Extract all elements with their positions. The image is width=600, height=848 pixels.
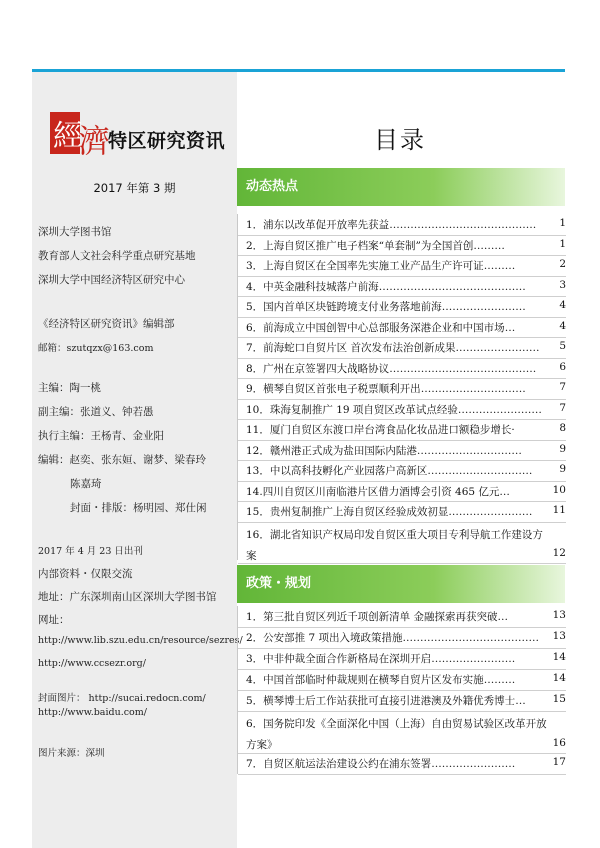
toc-entry[interactable] <box>246 756 566 771</box>
toc-divider <box>238 255 566 256</box>
toc-entry-leader: … <box>515 695 526 707</box>
org-line-3: 深圳大学中国经济特区研究中心 <box>38 274 185 286</box>
toc-entry-leader: …………………………………… <box>389 362 537 375</box>
cover-images-url-2[interactable]: http://www.baidu.com/ <box>38 707 147 718</box>
toc-entry-leader: ……… <box>473 239 505 252</box>
toc-entry-leader: ………………………………… <box>402 632 540 644</box>
toc-entry-page: 12 <box>552 546 566 559</box>
toc-divider <box>238 753 566 754</box>
toc-divider <box>238 399 566 400</box>
toc-entry[interactable] <box>246 381 566 396</box>
website-url-2[interactable]: http://www.ccsezr.org/ <box>38 658 146 669</box>
publish-date: 2017 年 4 月 23 日出刊 <box>38 546 143 557</box>
toc-divider <box>238 337 566 338</box>
toc-divider <box>238 648 566 649</box>
toc-entry-leader: ………………………… <box>416 444 522 457</box>
toc-entry-leader: …………………… <box>455 342 540 354</box>
toc-entry-leader: …………………… <box>431 758 516 770</box>
toc-entry-page: 9 <box>559 463 566 475</box>
toc-entry[interactable] <box>246 320 566 335</box>
toc-divider <box>238 481 566 482</box>
toc-entry-page: 8 <box>559 422 566 434</box>
toc-entry[interactable] <box>246 525 566 564</box>
toc-entry-page: 16 <box>552 737 566 749</box>
org-line-1: 深圳大学图书馆 <box>38 226 112 238</box>
chief-editor: 主编：陶一桃 <box>38 382 101 394</box>
toc-entry-title: 9．横琴自贸区首张电子税票顺利开出 <box>246 383 421 395</box>
toc-entry-title: 12．赣州港正式成为盐田国际内陆港 <box>246 444 417 457</box>
toc-divider <box>238 501 566 502</box>
toc-entry[interactable] <box>246 238 566 253</box>
toc-entry-page: 13 <box>552 630 566 642</box>
toc-divider <box>238 774 566 775</box>
toc-entry-page: 3 <box>559 278 566 291</box>
toc-entry-leader: ……… <box>483 260 516 272</box>
toc-entry-title: 7．前海蛇口自贸片区 首次发布法治创新成果 <box>246 342 456 354</box>
email-line: 邮箱：szutqzx@163.com <box>38 343 154 354</box>
toc-entry-title: 2．公安部推 7 项出入境政策措施 <box>246 632 403 644</box>
toc-entry-leader: · <box>511 424 515 436</box>
toc-entry-title: 14.四川自贸区川南临港片区借力酒博会引资 465 亿元 <box>246 485 500 498</box>
page-title: 目录 <box>374 126 426 154</box>
toc-entry-page: 13 <box>552 609 566 621</box>
toc-entry-page: 2 <box>559 258 566 270</box>
logo-text: 特区研究资讯 <box>108 130 226 152</box>
toc-entry-leader: ………………………… <box>427 465 533 477</box>
toc-divider <box>238 317 566 318</box>
toc-entry-title: 6．前海成立中国创智中心总部服务深港企业和中国市场 <box>246 321 505 334</box>
toc-entry-page: 7 <box>559 401 566 414</box>
svg-text:濟: 濟 <box>78 122 110 156</box>
toc-divider <box>238 627 566 628</box>
exec-editors: 执行主编：王杨青、金业阳 <box>38 430 164 442</box>
toc-entry-title: 4．中英金融科技城落户前海 <box>246 280 379 293</box>
toc-entry-title: 3．中非仲裁全面合作新格局在深圳开启 <box>246 653 432 665</box>
editorial-dept: 《经济特区研究资讯》编辑部 <box>38 318 175 330</box>
toc-entry[interactable] <box>246 402 566 417</box>
deputy-editors: 副主编：张道义、钟若愚 <box>38 406 154 418</box>
toc-entry-leader: …………………… <box>457 403 542 416</box>
journal-logo <box>50 110 236 158</box>
toc-divider <box>238 711 566 712</box>
toc-entry-title: 4．中国首部临时仲裁规则在横琴自贸片区发布实施 <box>246 674 484 686</box>
toc-entry-title: 13．中以高科技孵化产业园落户高新区 <box>246 465 428 477</box>
toc-entry[interactable] <box>246 361 566 376</box>
editors-line-1: 编辑：赵奕、张东姮、谢梦、梁春玲 <box>38 454 206 466</box>
toc-entry-leader: ………………………… <box>420 383 526 395</box>
cover-layout-credit: 封面・排版：杨明园、郑仕闲 <box>70 502 207 514</box>
toc-entry-title: 1．第三批自贸区列近千项创新清单 金融探索再获突破 <box>246 611 498 623</box>
toc-entry-page: 15 <box>552 693 566 705</box>
toc-entry-leader: … <box>499 485 510 498</box>
toc-entry-page: 4 <box>559 319 566 332</box>
svg-text:經: 經 <box>53 119 83 154</box>
toc-entry[interactable] <box>246 714 566 754</box>
issue-number: 2017 年第 3 期 <box>93 181 176 195</box>
toc-entry-page: 1 <box>559 237 566 250</box>
toc-entry[interactable] <box>246 693 566 708</box>
toc-entry[interactable] <box>246 299 566 314</box>
toc-entry-page: 17 <box>552 756 566 768</box>
toc-entry-page: 14 <box>552 672 566 684</box>
toc-divider <box>238 296 566 297</box>
toc-entry-title: 3．上海自贸区在全国率先实施工业产品生产许可证 <box>246 260 484 272</box>
toc-divider <box>238 460 566 461</box>
section-header-hot-topics: 动态热点 <box>237 168 565 206</box>
section-header-policy: 政策・规划 <box>237 565 565 603</box>
org-line-2: 教育部人文社会科学重点研究基地 <box>38 250 196 262</box>
toc-entry-leader: … <box>504 321 516 334</box>
toc-entry-title: 5．国内首单区块链跨境支付业务落地前海 <box>246 301 442 313</box>
toc-entry-page: 5 <box>559 340 566 352</box>
toc-divider <box>238 563 566 564</box>
toc-entry-leader: ……… <box>483 674 516 686</box>
logo-seal-icon <box>50 110 110 156</box>
toc-entry-title: 1．浦东以改革促开放率先获益 <box>246 219 390 231</box>
toc-entry[interactable] <box>246 340 566 355</box>
toc-entry[interactable] <box>246 463 566 478</box>
toc-list-policy <box>237 606 566 774</box>
toc-divider <box>238 669 566 670</box>
toc-entry[interactable] <box>246 484 566 499</box>
toc-entry-page: 7 <box>559 381 566 393</box>
cover-images-line: 封面图片： http://sucai.redocn.com/ <box>38 693 206 704</box>
toc-entry-title: 5．横琴博士后工作站获批可直接引进港澳及外籍优秀博士 <box>246 695 516 707</box>
toc-entry-title: 8．广州在京签署四大战略协议 <box>246 362 390 375</box>
website-url-1[interactable]: http://www.lib.szu.edu.cn/resource/sezres/ <box>38 635 243 646</box>
toc-divider <box>238 690 566 691</box>
toc-list-hot-topics <box>237 214 566 560</box>
toc-entry[interactable] <box>246 672 566 687</box>
toc-divider <box>238 522 566 523</box>
toc-entry[interactable] <box>246 422 566 437</box>
toc-divider <box>238 358 566 359</box>
toc-entry-leader: … <box>497 611 509 623</box>
toc-entry-page: 1 <box>559 217 566 229</box>
toc-entry-page: 9 <box>559 442 566 455</box>
toc-entry[interactable] <box>246 630 566 645</box>
toc-entry[interactable] <box>246 609 566 624</box>
image-source: 图片来源：深圳 <box>38 748 105 759</box>
toc-entry-title: 16．湖北省知识产权局印发自贸区重大项目专利导航工作建设方案 <box>246 528 543 562</box>
toc-entry-title: 2．上海自贸区推广电子档案“单套制”为全国首创 <box>246 239 474 252</box>
toc-entry[interactable] <box>246 258 566 273</box>
toc-divider <box>238 378 566 379</box>
internal-notice: 内部资料・仅限交流 <box>38 568 133 580</box>
toc-entry[interactable] <box>246 651 566 666</box>
toc-divider <box>238 276 566 277</box>
toc-entry-page: 11 <box>552 504 566 516</box>
toc-entry-title: 7．自贸区航运法治建设公约在浦东签署 <box>246 758 432 770</box>
toc-entry[interactable] <box>246 279 566 294</box>
toc-entry-leader: …………………… <box>441 301 526 313</box>
toc-divider <box>238 440 566 441</box>
toc-entry-leader: …………………… <box>431 653 516 665</box>
toc-entry-title: 10．珠海复制推广 19 项自贸区改革试点经验 <box>246 403 458 416</box>
toc-entry[interactable] <box>246 504 566 519</box>
toc-entry-leader: …………………………………… <box>389 219 537 231</box>
toc-entry[interactable] <box>246 443 566 458</box>
toc-entry-title: 11．厦门自贸区东渡口岸台湾食品化妆品进口额稳步增长 <box>246 424 512 436</box>
toc-entry-title: 6．国务院印发《全面深化中国（上海）自由贸易试验区改革开放方案》 <box>246 718 547 751</box>
toc-entry-leader: …………………… <box>448 506 533 518</box>
editors-line-2: 陈嘉琦 <box>70 478 102 490</box>
toc-divider <box>238 419 566 420</box>
toc-divider <box>238 235 566 236</box>
toc-entry-title: 15．贵州复制推广上海自贸区经验成效初显 <box>246 506 449 518</box>
address-line: 地址：广东深圳南山区深圳大学图书馆 <box>38 591 217 603</box>
toc-entry-page: 4 <box>559 299 566 311</box>
toc-entry-page: 14 <box>552 651 566 663</box>
toc-entry-leader: …………………………………… <box>378 280 526 293</box>
toc-entry-page: 10 <box>552 483 566 496</box>
toc-entry-page: 6 <box>559 360 566 373</box>
website-label: 网址： <box>38 614 70 626</box>
toc-entry[interactable] <box>246 217 566 232</box>
